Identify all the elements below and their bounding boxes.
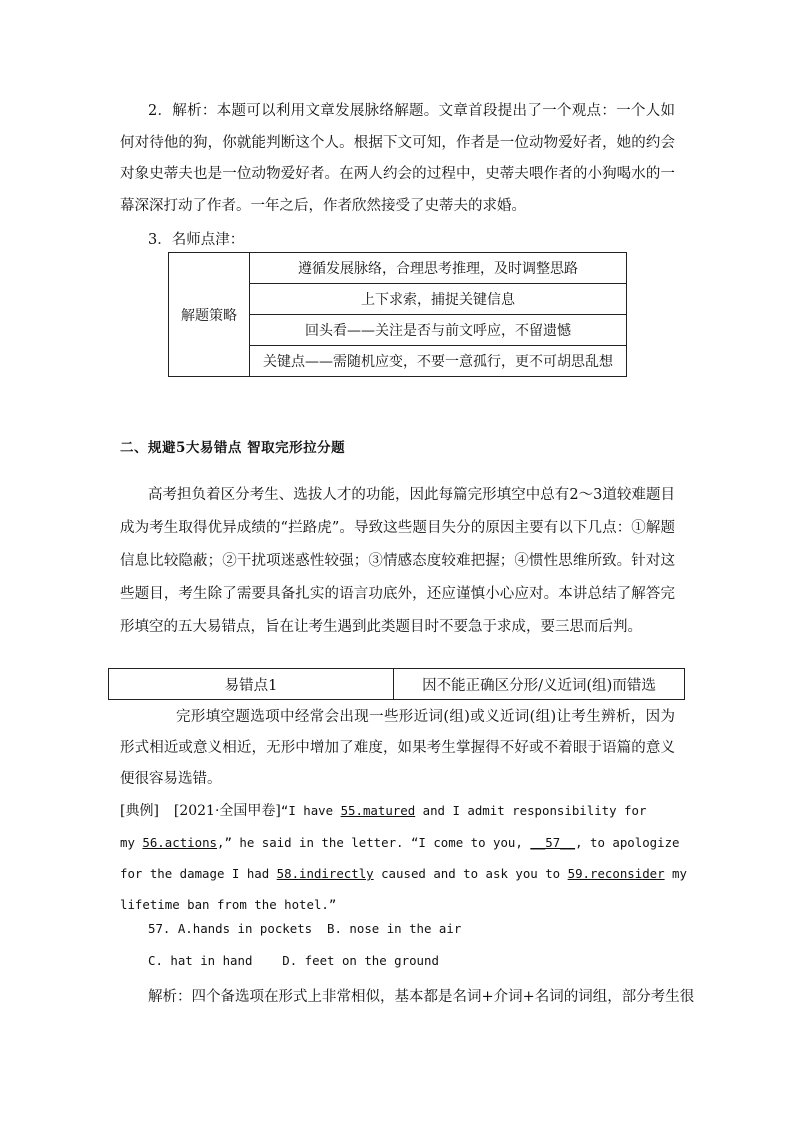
example-text: my	[664, 866, 687, 881]
example-line-1	[120, 795, 675, 827]
example-text: and I admit responsibility for	[415, 803, 647, 818]
error-point-table	[108, 668, 685, 700]
strategy-cell: 回头看——关注是否与前文呼应，不留遗憾	[250, 315, 627, 346]
numbered-word-58: 58.indirectly	[276, 866, 374, 881]
example-line-3	[120, 858, 687, 889]
section-title: 二、规避5大易错点 智取完形拉分题	[120, 440, 346, 456]
example-line-2	[120, 827, 680, 858]
example-text: ,” he said in the letter. “I come to you,	[217, 835, 531, 850]
example-text: for the damage I had	[120, 866, 277, 881]
blank-57: __57__	[530, 835, 576, 850]
strategy-cell: 关键点——需随机应变，不要一意孤行，更不可胡思乱想	[250, 346, 627, 377]
error-description: 完形填空题选项中经常会出现一些形近词(组)或义近词(组)让考生辨析，因为形式相近或意义相近，无形中增加了难度，如果考生掌握得不好或不着眼于语篇的意义便很容易选错。	[120, 709, 675, 787]
analysis-last-line: 解析：四个备选项在形式上非常相似，基本都是名词+介词+名词的词组，部分考生很	[148, 989, 695, 1005]
tips-label: 3．名师点津：	[148, 232, 245, 248]
example-text: caused and to ask you to	[373, 866, 568, 881]
numbered-word-55: 55.matured	[340, 803, 416, 818]
example-source: [2021·全国甲卷]	[173, 803, 281, 819]
example-text: “I have	[280, 803, 341, 818]
example-line-4: lifetime ban from the hotel.”	[120, 897, 337, 912]
example-passage	[120, 795, 687, 920]
intro-paragraph: 高考担负着区分考生、选拔人才的功能，因此每篇完形填空中总有2～3道较难题目成为考生取得优异成绩的“拦路虎”。导致这些题目失分的原因主要有以下几点：①解题信息比较隐蔽；②干扰项迷惑性较强；③情感态度较难把握；④惯性思维所致。针对这些题目，考生除了需要具备扎实的语言功底外，还应谨慎小心应对。本讲总结了解答完形填空的五大易错点，旨在让考生遇到此类题目时不要急于求成，要三思而后判。	[120, 487, 675, 635]
strategy-table	[168, 252, 627, 377]
options-line-2: C. hat in hand D. feet on the ground	[148, 953, 439, 968]
options-line-1: 57. A.hands in pockets B. nose in the air	[148, 921, 462, 936]
example-label: [典例]	[120, 803, 159, 819]
numbered-word-56: 56.actions	[142, 835, 217, 850]
table-row	[169, 253, 627, 284]
strategy-cell: 上下求索，捕捉关键信息	[250, 284, 627, 315]
example-text: my	[120, 835, 143, 850]
error-point-label: 易错点1	[109, 669, 394, 700]
error-point-title: 因不能正确区分形/义近词(组)而错选	[394, 669, 685, 700]
strategy-header-cell: 解题策略	[169, 253, 250, 377]
analysis-paragraph-2: 2．解析：本题可以利用文章发展脉络解题。文章首段提出了一个观点：一个人如何对待他的狗，你就能判断这个人。根据下文可知，作者是一位动物爱好者，她的约会对象史蒂夫也是一位动物爱好者。在两人约会的过程中，史蒂夫喂作者的小狗喝水的一幕深深打动了作者。一年之后，作者欣然接受了史蒂夫的求婚。	[120, 103, 675, 214]
table-row	[109, 669, 685, 700]
strategy-cell: 遵循发展脉络，合理思考推理，及时调整思路	[250, 253, 627, 284]
example-text: , to apologize	[575, 835, 680, 850]
numbered-word-59: 59.reconsider	[567, 866, 665, 881]
